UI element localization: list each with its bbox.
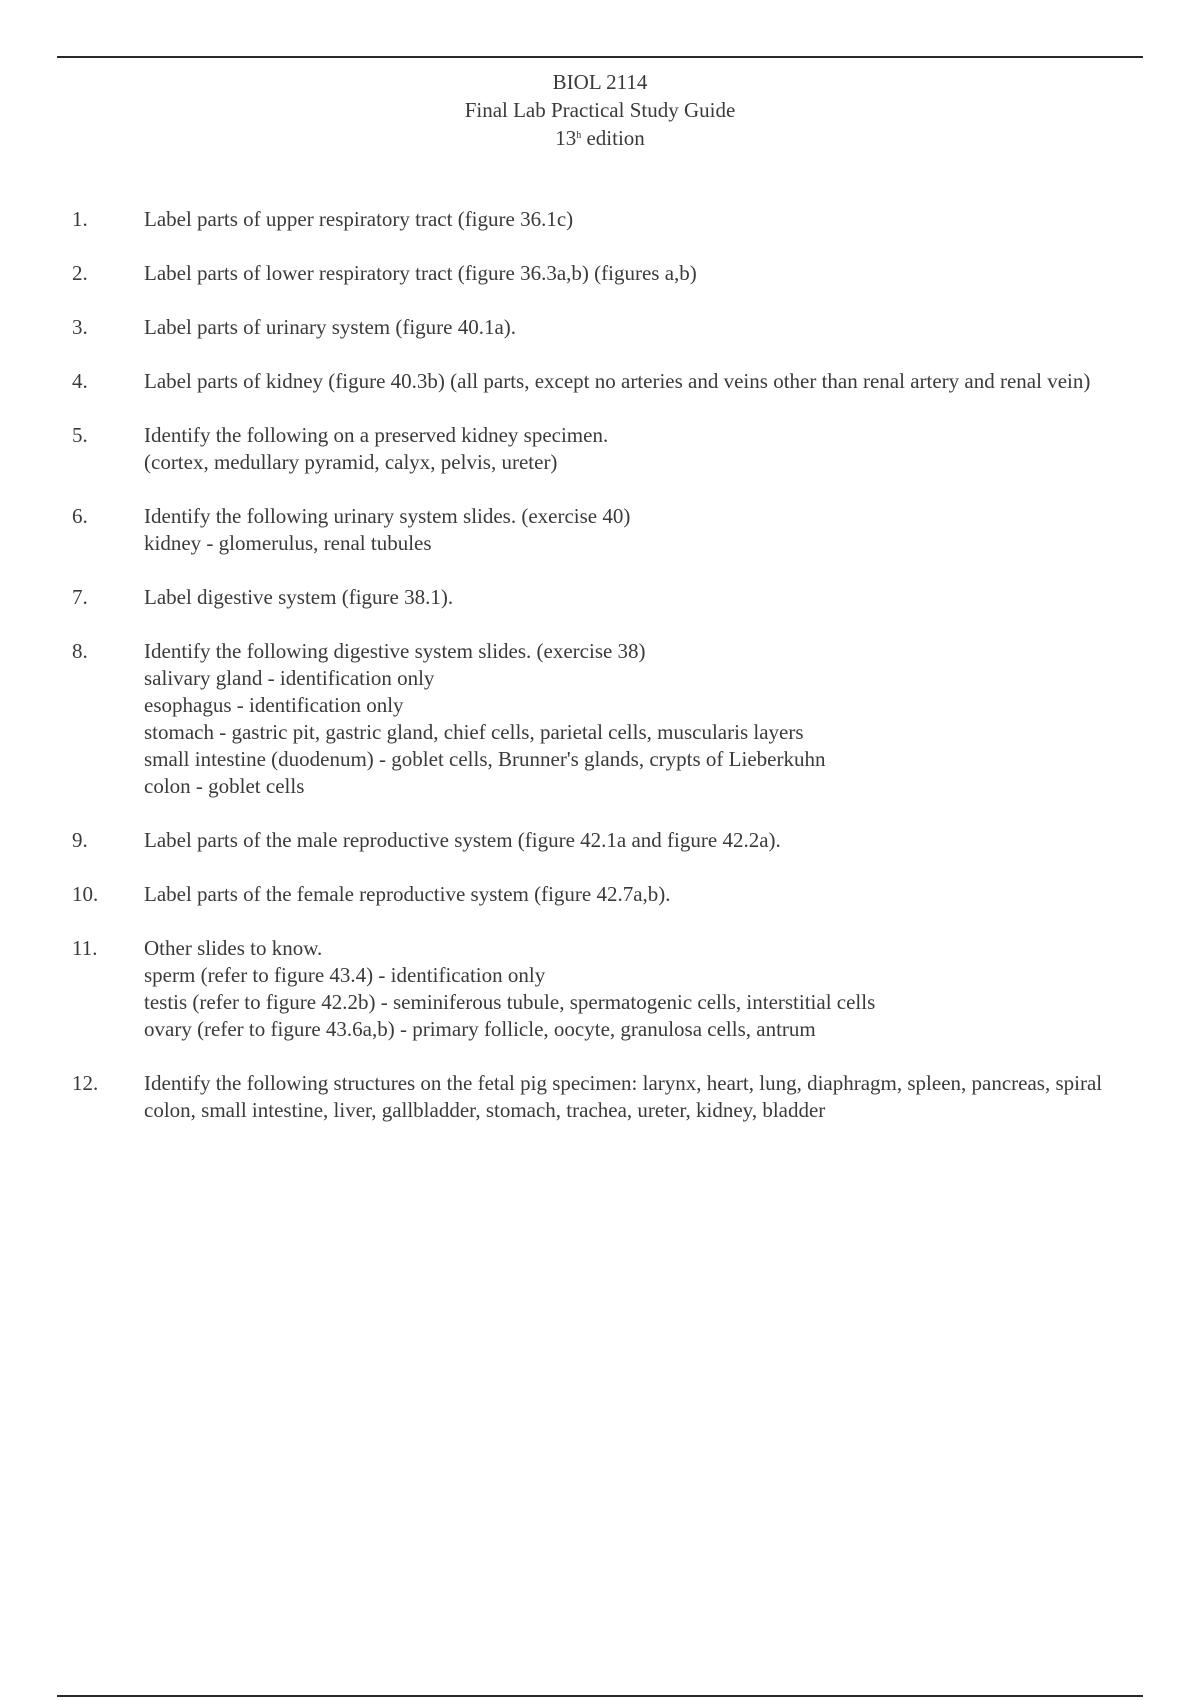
item-number: 4. [72, 369, 88, 393]
item-line: small intestine (duodenum) - goblet cells, Brunner's glands, crypts of Lieberkuhn [144, 747, 826, 771]
edition-line [0, 124, 1200, 152]
item-line: Other slides to know. [144, 936, 323, 960]
document-header [0, 68, 1200, 152]
list-item [0, 881, 1200, 908]
item-text [144, 638, 1142, 800]
item-line: ovary (refer to figure 43.6a,b) - primary follicle, oocyte, granulosa cells, antrum [144, 1017, 816, 1041]
item-number: 5. [72, 423, 88, 447]
item-line: kidney - glomerulus, renal tubules [144, 531, 432, 555]
item-text [144, 206, 1142, 233]
document-title: Final Lab Practical Study Guide [464, 98, 736, 122]
item-text [144, 368, 1142, 395]
list-item [0, 314, 1200, 341]
item-line: esophagus - identification only [144, 693, 404, 717]
item-line: stomach - gastric pit, gastric gland, chief cells, parietal cells, muscularis layers [144, 720, 804, 744]
list-item [0, 827, 1200, 854]
edition-number: 13 [555, 126, 577, 150]
item-line: (cortex, medullary pyramid, calyx, pelvis, ureter) [144, 450, 558, 474]
item-line: salivary gland - identification only [144, 666, 435, 690]
item-text [144, 827, 1142, 854]
item-line: Label parts of the female reproductive system (figure 42.7a,b). [144, 882, 671, 906]
item-line: Identify the following urinary system slides. (exercise 40) [144, 504, 631, 528]
course-code: BIOL 2114 [552, 70, 648, 94]
item-number: 9. [72, 828, 88, 852]
list-item [0, 935, 1200, 1043]
item-number: 12. [72, 1071, 99, 1095]
item-number: 3. [72, 315, 88, 339]
item-line: Label parts of upper respiratory tract (figure 36.1c) [144, 207, 574, 231]
item-text [144, 881, 1142, 908]
item-line: testis (refer to figure 42.2b) - seminiferous tubule, spermatogenic cells, interstitial cells [144, 990, 876, 1014]
list-item [0, 260, 1200, 287]
list-item [0, 422, 1200, 476]
item-line: Label parts of lower respiratory tract (figure 36.3a,b) (figures a,b) [144, 261, 697, 285]
item-text [144, 260, 1142, 287]
bottom-rule [57, 1695, 1143, 1697]
item-text [144, 584, 1142, 611]
item-number: 10. [72, 882, 99, 906]
item-line: colon - goblet cells [144, 774, 305, 798]
item-line: sperm (refer to figure 43.4) - identification only [144, 963, 546, 987]
item-line: Identify the following structures on the fetal pig specimen: larynx, heart, lung, diaphragm, spleen, pancreas, spiral colon, small intestine, liver, gallbladder, stomach, trachea, ureter, kidney, bladder [144, 1071, 1103, 1122]
item-number: 1. [72, 207, 88, 231]
item-number: 7. [72, 585, 88, 609]
edition-word: edition [581, 126, 645, 150]
top-rule [57, 56, 1143, 58]
list-item [0, 206, 1200, 233]
list-item [0, 638, 1200, 800]
item-number: 11. [72, 936, 98, 960]
study-guide-list [0, 206, 1200, 1151]
item-text [144, 422, 1142, 476]
item-number: 8. [72, 639, 88, 663]
item-line: Label parts of urinary system (figure 40.1a). [144, 315, 517, 339]
list-item [0, 1070, 1200, 1124]
list-item [0, 584, 1200, 611]
item-text [144, 503, 1142, 557]
list-item [0, 503, 1200, 557]
item-line: Identify the following on a preserved kidney specimen. [144, 423, 609, 447]
edition-suffix: h [576, 130, 582, 141]
item-text [144, 935, 1142, 1043]
item-number: 2. [72, 261, 88, 285]
list-item [0, 368, 1200, 395]
item-line: Label parts of the male reproductive system (figure 42.1a and figure 42.2a). [144, 828, 781, 852]
item-line: Identify the following digestive system slides. (exercise 38) [144, 639, 646, 663]
item-text [144, 314, 1142, 341]
item-line: Label digestive system (figure 38.1). [144, 585, 454, 609]
item-text [144, 1070, 1142, 1124]
item-number: 6. [72, 504, 88, 528]
item-line: Label parts of kidney (figure 40.3b) (all parts, except no arteries and veins other than renal artery and renal vein) [144, 369, 1091, 393]
